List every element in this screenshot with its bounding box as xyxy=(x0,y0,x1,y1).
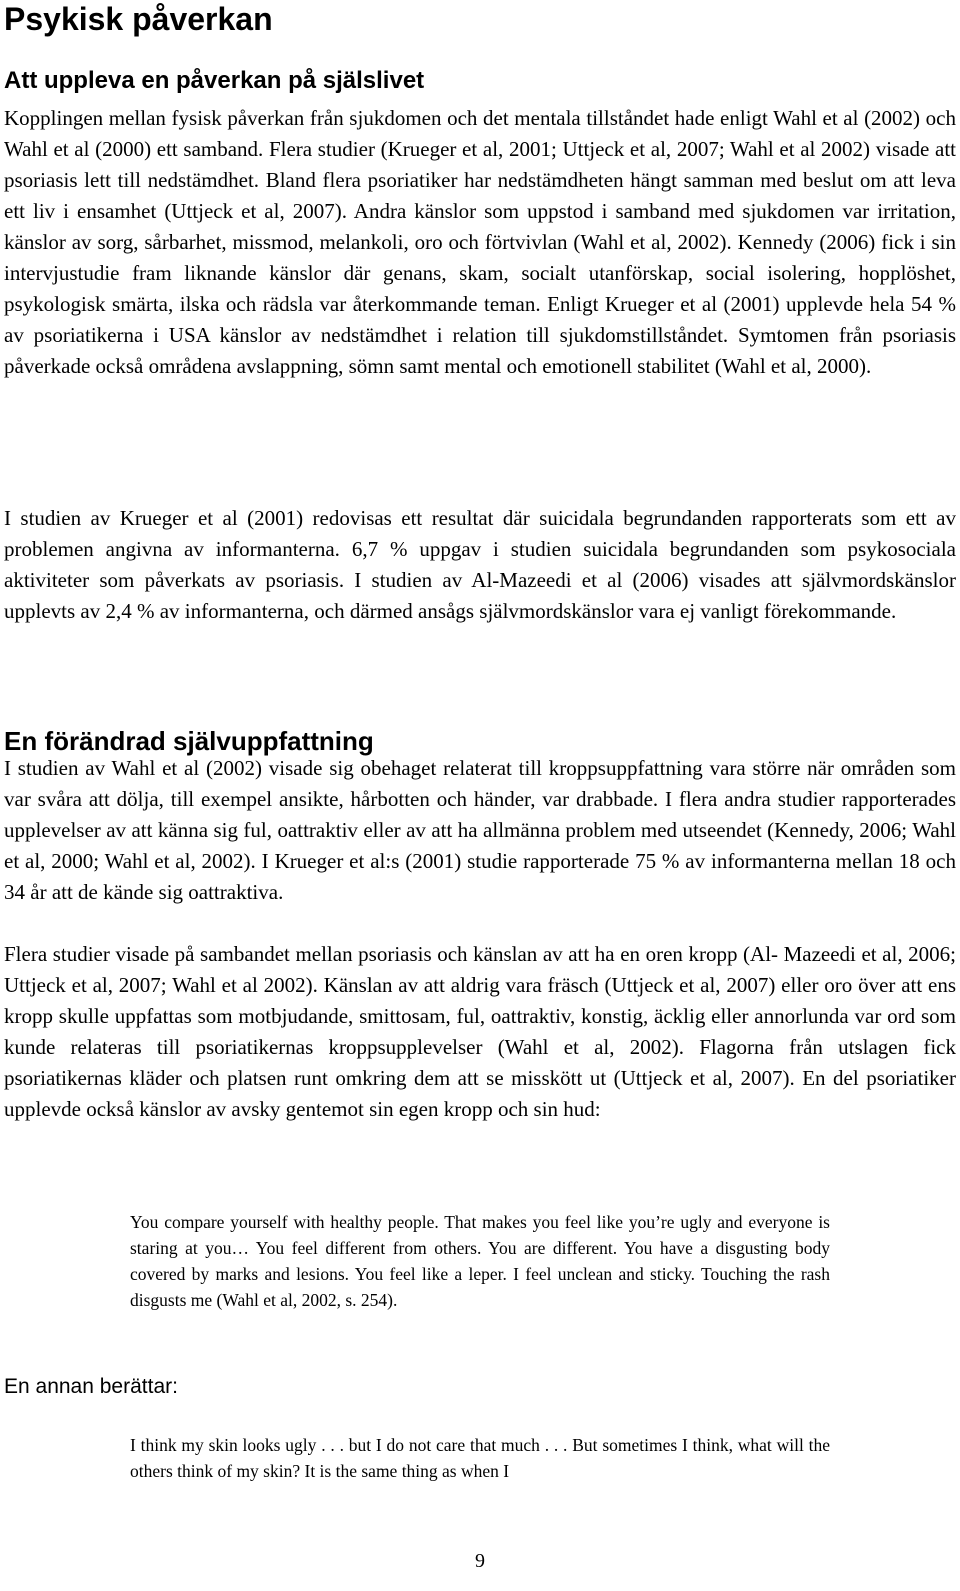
paragraph: Flera studier visade på sambandet mellan psoriasis och känslan av att ha en oren kropp (Al- Mazeedi et al, 2006; Uttjeck et al, 2007; Wahl et al 2002). Känslan av att aldrig vara fräsch (Uttjeck et al, 2007) eller oro över att ens kropp skulle uppfattas som motbjudande, smittosam, ful, oattraktiv, konstig, äcklig eller annorlunda var ord som kunde relateras till psoriatikernas kroppsupplevelser (Wahl et al, 2002). Flagorna från utslagen fick psoriatikernas kläder och platsen runt omkring dem att se misskött ut (Uttjeck et al, 2007). En del psoriatiker upplevde också känslor av avsky gentemot sin egen kropp och sin hud: xyxy=(4,942,956,1121)
paragraph: Kopplingen mellan fysisk påverkan från sjukdomen och det mentala tillståndet hade enligt Wahl et al (2002) och Wahl et al (2000) ett samband. Flera studier (Krueger et al, 2001; Uttjeck et al, 2007; Wahl et al 2002) visade att psoriasis lett till nedstämdhet. Bland flera psoriatiker har nedstämdheten hängt samman med beslut om att leva ett liv i ensamhet (Uttjeck et al, 2007). Andra känslor som uppstod i samband med sjukdomen var irritation, känslor av sorg, sårbarhet, missmod, melankoli, oro och förtvivlan (Wahl et al, 2002). Kennedy (2006) fick i sin intervjustudie fram liknande känslor där genans, skam, socialt utanförskap, social isolering, hopplöshet, psykologisk smärta, ilska och rädsla var återkommande teman. Enligt Krueger et al (2001) upplevde hela 54 % av psoriatikerna i USA känslor av nedstämdhet i relation till sjukdomstillståndet. Symtomen från psoriasis påverkade också områdena avslappning, sömn samt mental och emotionell stabilitet (Wahl et al, 2000). xyxy=(4,106,956,378)
paragraph: I studien av Wahl et al (2002) visade sig obehaget relaterat till kroppsuppfattning vara större när områden som var svåra att dölja, till exempel ansikte, hårbotten och händer, var drabbade. I flera andra studier rapporterades upplevelser av att känna sig ful, oattraktiv eller av att ha allmänna problem med utseendet (Kennedy, 2006; Wahl et al, 2000; Wahl et al, 2002). I Krueger et al:s (2001) studie rapporterade 75 % av informanterna mellan 18 och 34 år att de kände sig oattraktiva. xyxy=(4,756,956,904)
section-heading-soul: Att uppleva en påverkan på själslivet xyxy=(4,67,425,94)
block-quote: I think my skin looks ugly . . . but I do not care that much . . . But sometimes I think, what will the others think of my skin? It is the same thing as when I xyxy=(130,1435,830,1481)
page-number: 9 xyxy=(475,1550,485,1572)
paragraph: I studien av Krueger et al (2001) redovisas ett resultat där suicidala begrundanden rapporterats som ett av problemen angivna av informanterna. 6,7 % uppgav i studien suicidala begrundanden som psykosociala aktiviteter som påverkats av psoriasis. I studien av Al-Mazeedi et al (2006) visades att självmordskänslor upplevts av 2,4 % av informanterna, och därmed ansågs självmordskänslor vara ej vanligt förekommande. xyxy=(4,506,956,623)
section-heading-selfimage: En förändrad självuppfattning xyxy=(4,726,374,756)
block-quote: You compare yourself with healthy people. That makes you feel like you’re ugly and everyone is staring at you… You feel different from others. You are different. You have a disgusting body covered by marks and lesions. You feel like a leper. I feel unclean and sticky. Touching the rash disgusts me (Wahl et al, 2002, s. 254). xyxy=(130,1212,830,1310)
page-title: Psykisk påverkan xyxy=(4,1,273,37)
quote-intro: En annan berättar: xyxy=(4,1375,178,1398)
